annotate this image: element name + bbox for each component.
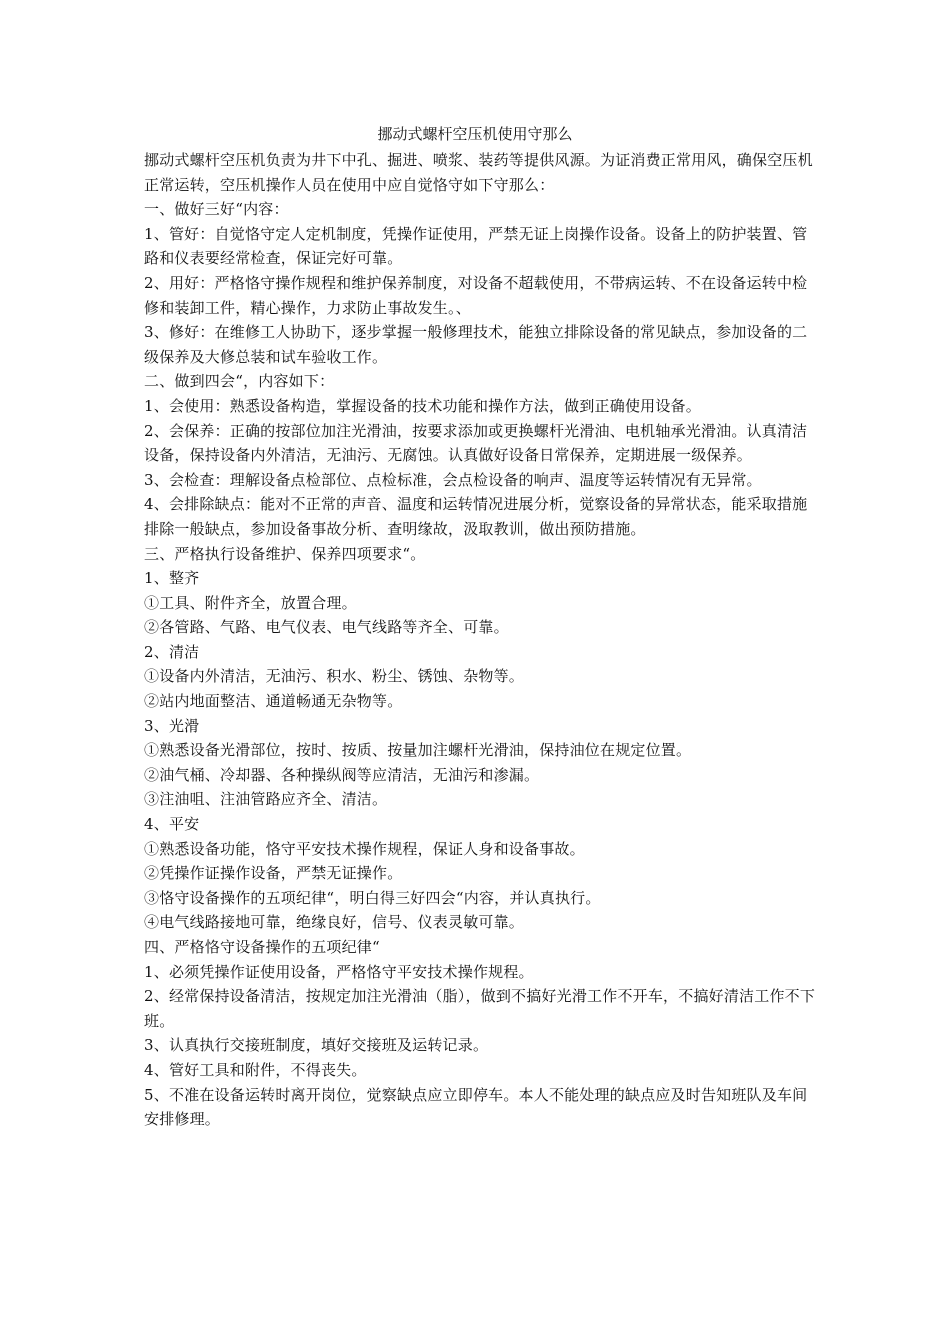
document-body: [144, 148, 816, 1132]
paragraph: 挪动式螺杆空压机负责为井下中孔、掘进、喷浆、装药等提供风源。为证消费正常用风，确保空压机正常运转，空压机操作人员在使用中应自觉恪守如下守那么：: [144, 151, 813, 194]
list-item: ③恪守设备操作的五项纪律“，明白得三好四会“内容，并认真执行。: [144, 888, 601, 907]
list-item: ①熟悉设备光滑部位，按时、按质、按量加注螺杆光滑油，保持油位在规定位置。: [144, 741, 692, 760]
list-item: ②油气桶、冷却器、各种操纵阀等应清洁，无油污和渗漏。: [144, 765, 540, 784]
paragraph: 3、会检查：理解设备点检部位、点检标准，会点检设备的响声、温度等运转情况有无异常。: [144, 470, 762, 489]
paragraph: 1、管好：自觉恪守定人定机制度，凭操作证使用，严禁无证上岗操作设备。设备上的防护装置、管路和仪表要经常检查，保证完好可靠。: [144, 224, 808, 268]
section-heading: 四、严格恪守设备操作的五项纪律“: [144, 938, 380, 956]
list-item: ②凭操作证操作设备，严禁无证操作。: [144, 864, 403, 883]
paragraph: 2、会保养：正确的按部位加注光滑油，按要求添加或更换螺杆光滑油、电机轴承光滑油。认真清洁设备，保持设备内外清洁，无油污、无腐蚀。认真做好设备日常保养，定期进展一级保养。: [144, 421, 808, 465]
paragraph: 2、经常保持设备清洁，按规定加注光滑油（脂），做到不搞好光滑工作不开车，不搞好清洁工作不下班。: [144, 987, 816, 1030]
section-heading: 一、做好三好“内容：: [144, 200, 289, 219]
paragraph: 5、不准在设备运转时离开岗位，觉察缺点应立即停车。本人不能处理的缺点应及时告知班队及车间安排修理。: [144, 1085, 808, 1129]
subheading: 2、清洁: [144, 642, 200, 661]
subheading: 3、光滑: [144, 716, 200, 735]
document-title: 挪动式螺杆空压机使用守那么: [377, 125, 573, 143]
subheading: 1、整齐: [144, 569, 200, 588]
list-item: ③注油咀、注油管路应齐全、清洁。: [144, 790, 388, 809]
subheading: 4、平安: [144, 815, 200, 834]
section-heading: 二、做到四会“，内容如下：: [144, 372, 335, 391]
paragraph: 3、认真执行交接班制度，填好交接班及运转记录。: [144, 1036, 489, 1055]
list-item: ④电气线路接地可靠，绝缘良好，信号、仪表灵敏可靠。: [144, 913, 525, 932]
paragraph: 1、会使用：熟悉设备构造，掌握设备的技术功能和操作方法，做到正确使用设备。: [144, 396, 701, 415]
paragraph: 1、必须凭操作证使用设备，严格恪守平安技术操作规程。: [144, 962, 534, 981]
paragraph: 4、管好工具和附件，不得丧失。: [144, 1060, 367, 1079]
list-item: ②站内地面整洁、通道畅通无杂物等。: [144, 692, 403, 711]
paragraph: 3、修好：在维修工人协助下，逐步掌握一般修理技术，能独立排除设备的常见缺点，参加设备的二级保养及大修总装和试车验收工作。: [144, 323, 808, 366]
paragraph: 2、用好：严格恪守操作规程和维护保养制度，对设备不超载使用，不带病运转、不在设备运转中检修和装卸工件，精心操作，力求防止事故发生。、: [144, 273, 808, 317]
paragraph: 4、会排除缺点：能对不正常的声音、温度和运转情况进展分析，觉察设备的异常状态，能采取措施排除一般缺点，参加设备事故分析、查明缘故，汲取教训，做出预防措施。: [144, 495, 808, 538]
list-item: ①熟悉设备功能，恪守平安技术操作规程，保证人身和设备事故。: [144, 839, 585, 858]
list-item: ②各管路、气路、电气仪表、电气线路等齐全、可靠。: [144, 618, 509, 637]
list-item: ①设备内外清洁，无油污、积水、粉尘、锈蚀、杂物等。: [144, 667, 525, 686]
section-heading: 三、严格执行设备维护、保养四项要求“。: [144, 544, 426, 563]
list-item: ①工具、附件齐全，放置合理。: [144, 593, 357, 612]
